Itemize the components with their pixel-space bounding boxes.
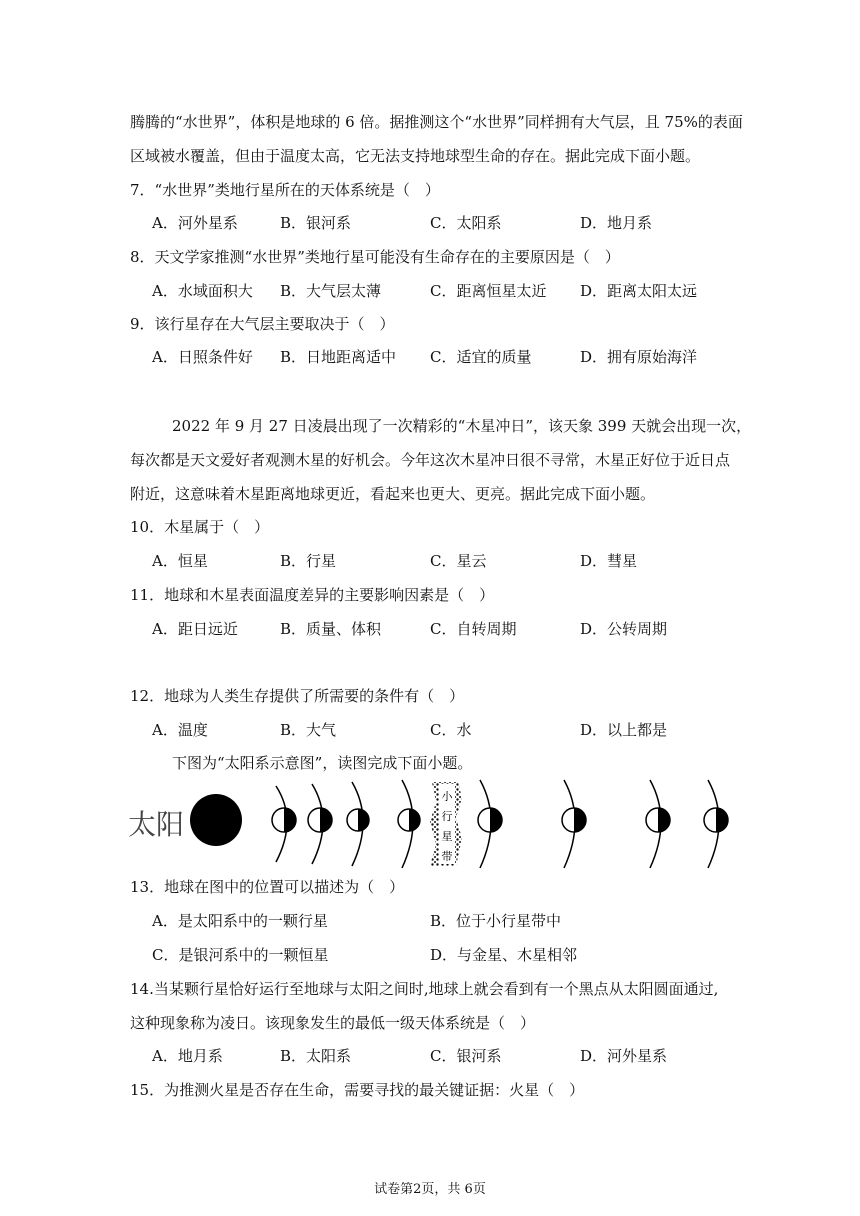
belt-label-4: 带: [441, 850, 453, 863]
intro2-line2: 每次都是天文爱好者观测木星的好机会。今年这次木星冲日很不寻常，木星正好位于近日点: [130, 451, 731, 469]
q9-option-a[interactable]: A．日照条件好: [152, 348, 253, 366]
q11-option-c[interactable]: C．自转周期: [430, 620, 517, 638]
belt-label-3: 星: [441, 830, 453, 843]
question-8-stem: 8．天文学家推测“水世界”类地行星可能没有生命存在的主要原因是（ ）: [130, 248, 620, 266]
q11-option-b[interactable]: B．质量、体积: [280, 620, 382, 638]
q12-option-a[interactable]: A．温度: [152, 721, 208, 739]
q10-option-d[interactable]: D．彗星: [580, 552, 638, 570]
planet-neptune: [704, 780, 728, 868]
q7-option-c[interactable]: C．太阳系: [430, 214, 502, 232]
intro1-line1: 腾腾的“水世界”，体积是地球的 6 倍。据推测这个“水世界”同样拥有大气层，且 75%的表面: [130, 113, 743, 131]
sun-label: 太阳: [128, 808, 185, 841]
planet-mars: [398, 780, 420, 868]
question-15-stem: 15．为推测火星是否存在生命，需要寻找的最关键证据：火星（ ）: [130, 1081, 585, 1099]
solar-system-figure: [126, 778, 746, 870]
q7-option-d[interactable]: D．地月系: [580, 214, 653, 232]
asteroid-belt: [430, 782, 462, 866]
page-footer: 试卷第2页，共 6页: [374, 1182, 486, 1197]
q12-option-b[interactable]: B．大气: [280, 721, 337, 739]
q14-option-c[interactable]: C．银河系: [430, 1047, 502, 1065]
q9-option-d[interactable]: D．拥有原始海洋: [580, 348, 698, 366]
q12-option-d[interactable]: D．以上都是: [580, 721, 668, 739]
q14-option-d[interactable]: D．河外星系: [580, 1047, 668, 1065]
question-14-line1: 14.当某颗行星恰好运行至地球与太阳之间时,地球上就会看到有一个黑点从太阳圆面通过,: [130, 980, 719, 998]
question-11-stem: 11．地球和木星表面温度差异的主要影响因素是（ ）: [130, 586, 495, 604]
belt-label-1: 小: [441, 790, 453, 803]
question-9-stem: 9．该行星存在大气层主要取决于（ ）: [130, 315, 395, 333]
q13-option-c[interactable]: C．是银河系中的一颗恒星: [152, 946, 329, 964]
q7-option-a[interactable]: A．河外星系: [152, 214, 238, 232]
q7-option-b[interactable]: B．银河系: [280, 214, 352, 232]
q11-option-d[interactable]: D．公转周期: [580, 620, 668, 638]
question-10-stem: 10．木星属于（ ）: [130, 518, 270, 536]
q8-option-b[interactable]: B．大气层太薄: [280, 282, 382, 300]
q14-option-b[interactable]: B．太阳系: [280, 1047, 352, 1065]
intro1-line2: 区域被水覆盖，但由于温度太高，它无法支持地球型生命的存在。据此完成下面小题。: [130, 147, 701, 165]
question-7-stem: 7．“水世界”类地行星所在的天体系统是（ ）: [130, 181, 440, 199]
intro2-line1: 2022 年 9 月 27 日凌晨出现了一次精彩的“木星冲日”，该天象 399 天就会出现一次，: [172, 417, 752, 435]
q14-option-a[interactable]: A．地月系: [152, 1047, 223, 1065]
q11-option-a[interactable]: A．距日远近: [152, 620, 238, 638]
q13-option-a[interactable]: A．是太阳系中的一颗行星: [152, 912, 328, 930]
intro3: 下图为“太阳系示意图”，读图完成下面小题。: [172, 754, 473, 772]
q8-option-d[interactable]: D．距离太阳太远: [580, 282, 698, 300]
sun: [190, 794, 242, 846]
planet-saturn: [562, 780, 586, 868]
q10-option-a[interactable]: A．恒星: [152, 552, 208, 570]
question-13-stem: 13．地球在图中的位置可以描述为（ ）: [130, 878, 405, 896]
q13-option-b[interactable]: B．位于小行星带中: [430, 912, 562, 930]
intro2-line3: 附近，这意味着木星距离地球更近，看起来也更大、更亮。据此完成下面小题。: [130, 485, 656, 503]
planet-mercury: [272, 786, 296, 862]
planet-earth: [347, 782, 369, 866]
q13-option-d[interactable]: D．与金星、木星相邻: [430, 946, 578, 964]
question-14-line2: 这种现象称为凌日。该现象发生的最低一级天体系统是（ ）: [130, 1014, 536, 1032]
planet-uranus: [646, 780, 670, 868]
q8-option-c[interactable]: C．距离恒星太近: [430, 282, 547, 300]
planet-venus: [308, 784, 332, 864]
q12-option-c[interactable]: C．水: [430, 721, 472, 739]
q9-option-c[interactable]: C．适宜的质量: [430, 348, 532, 366]
q8-option-a[interactable]: A．水域面积大: [152, 282, 253, 300]
question-12-stem: 12．地球为人类生存提供了所需要的条件有（ ）: [130, 687, 465, 705]
belt-label-2: 行: [441, 810, 453, 823]
q10-option-c[interactable]: C．星云: [430, 552, 487, 570]
planet-jupiter: [478, 780, 502, 868]
q10-option-b[interactable]: B．行星: [280, 552, 337, 570]
q9-option-b[interactable]: B．日地距离适中: [280, 348, 397, 366]
